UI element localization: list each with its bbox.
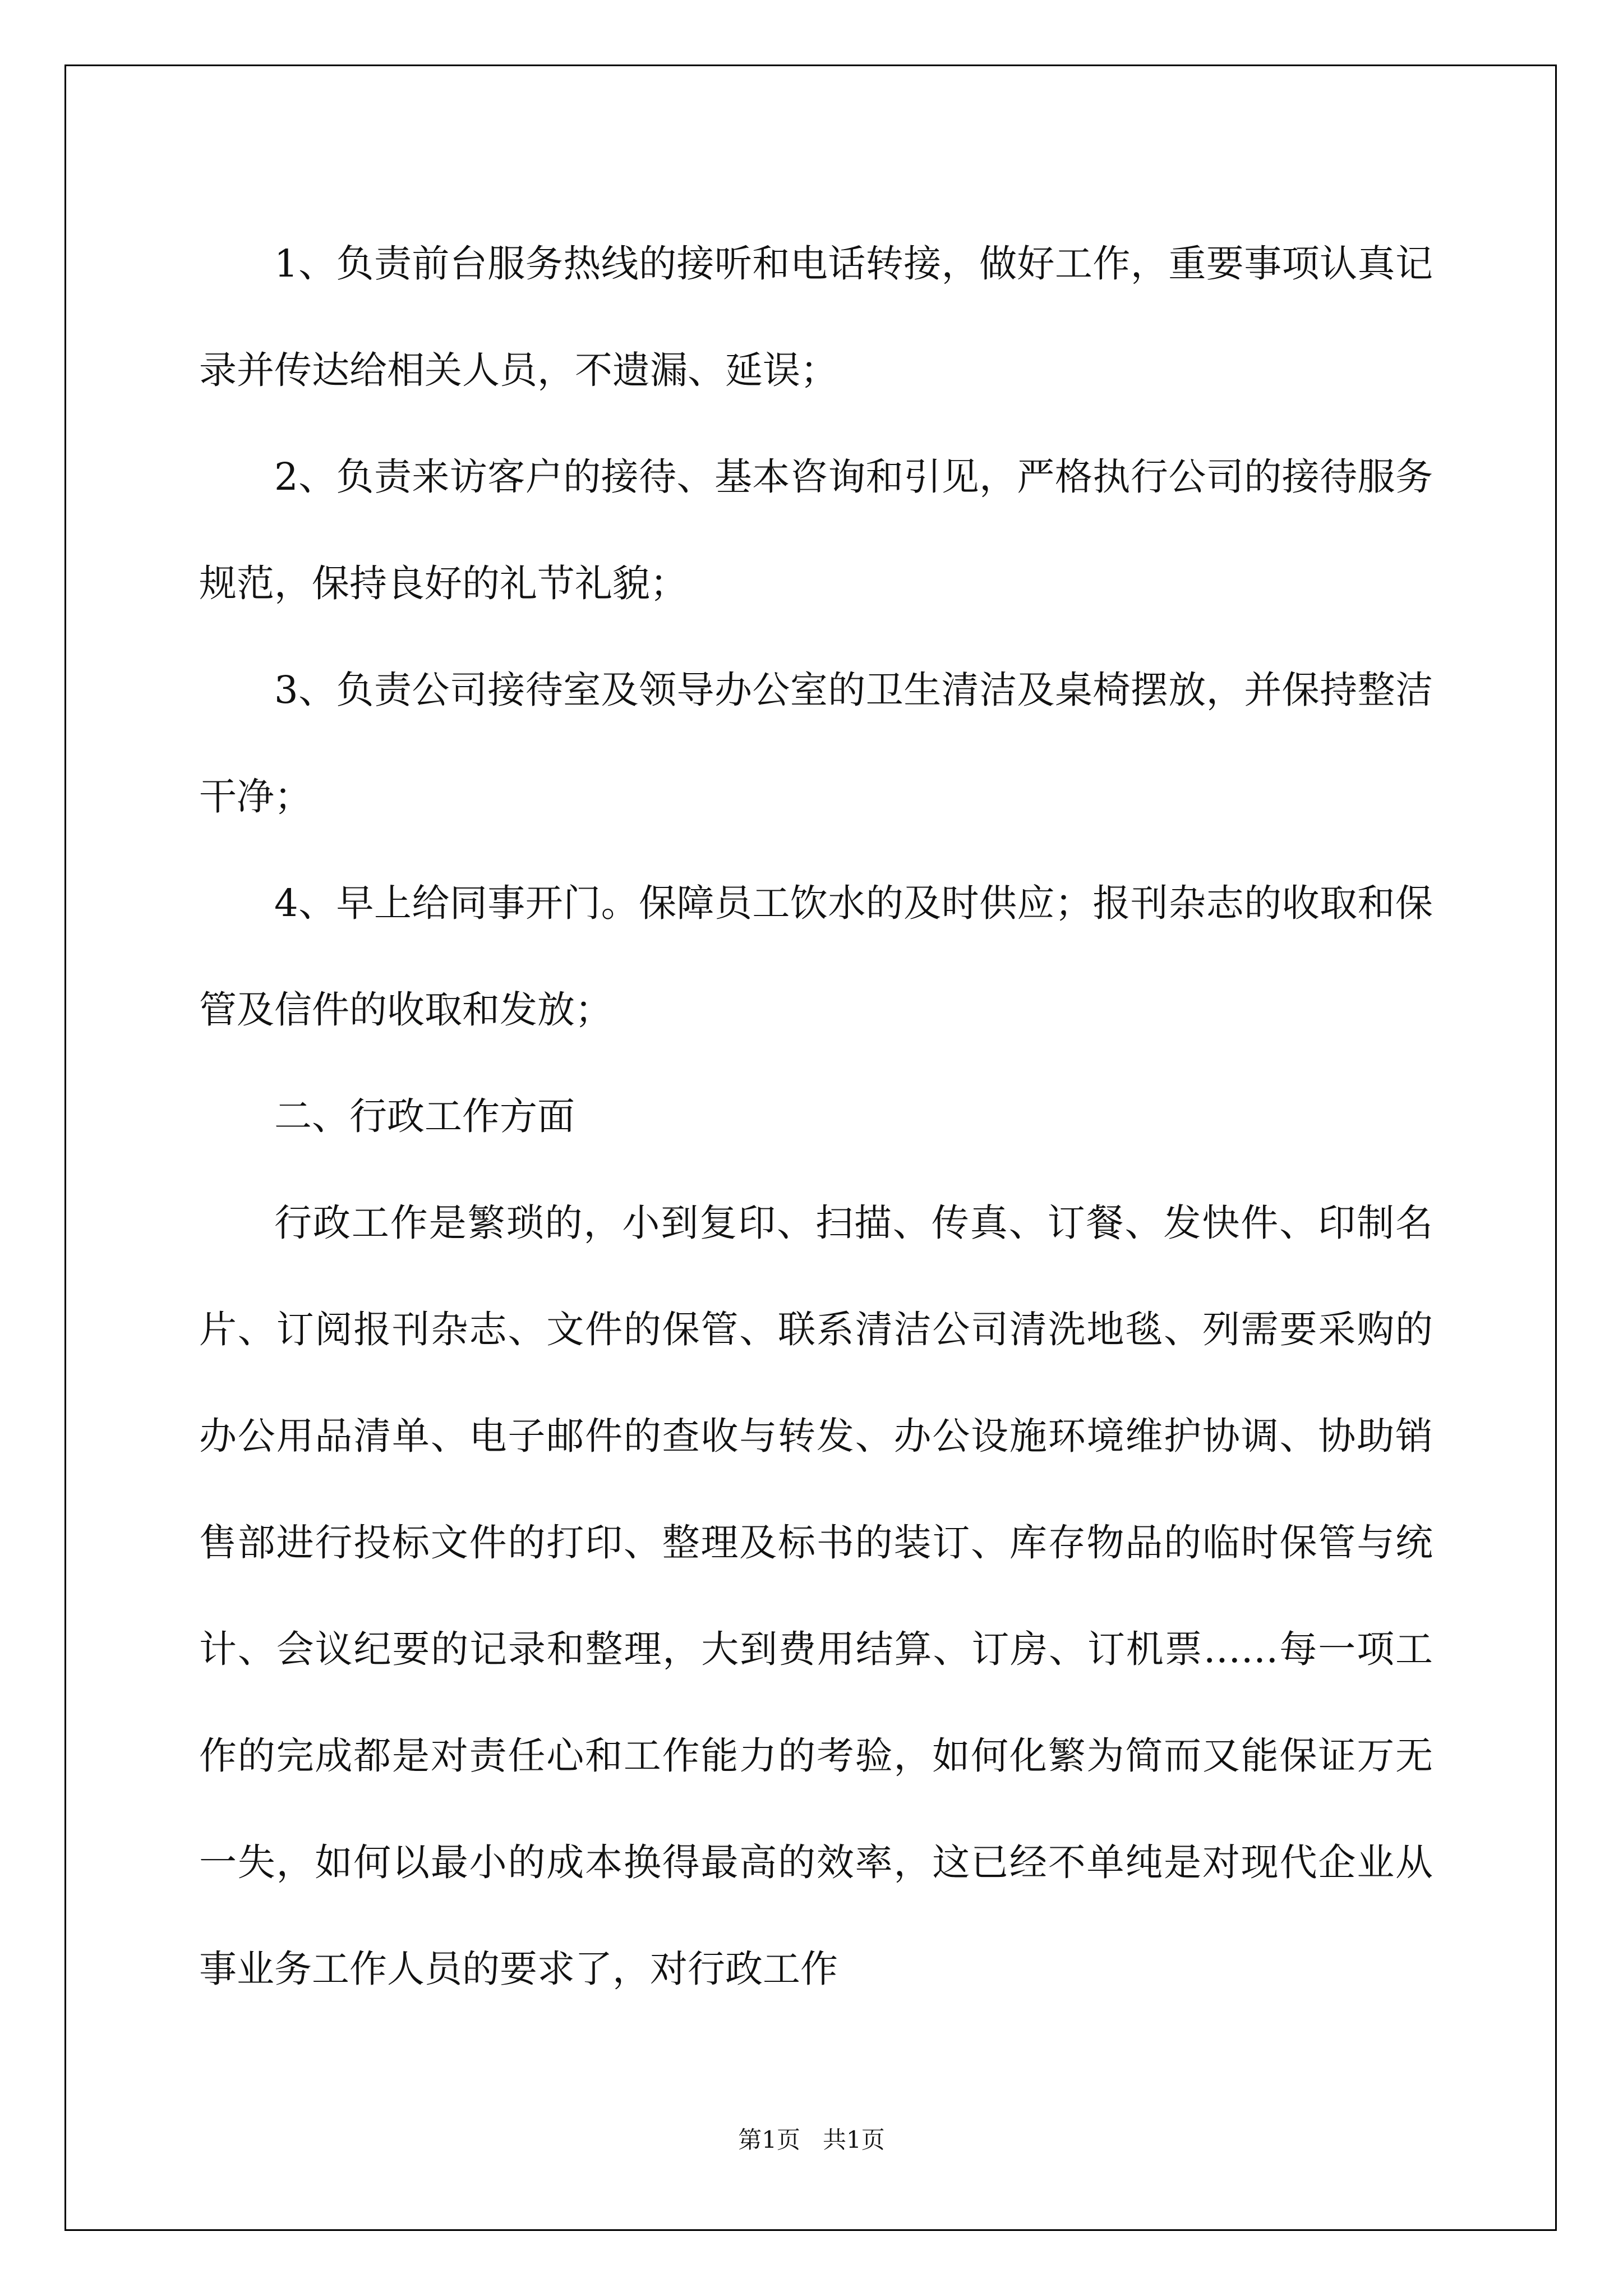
paragraph-4: 4、早上给同事开门。保障员工饮水的及时供应；报刊杂志的收取和保管及信件的收取和发放； [199, 881, 1433, 1032]
document-body [199, 210, 1433, 2022]
page-number: 第1页 [738, 2126, 800, 2154]
paragraph-1: 1、负责前台服务热线的接听和电话转接，做好工作，重要事项认真记录并传达给相关人员，不遗漏、延误； [199, 242, 1433, 392]
page-footer [0, 2122, 1623, 2155]
paragraph-administration: 行政工作是繁琐的，小到复印、扫描、传真、订餐、发快件、印制名片、订阅报刊杂志、文件的保管、联系清洁公司清洗地毯、列需要采购的办公用品清单、电子邮件的查收与转发、办公设施环境维护协调、协助销售部进行投标文件的打印、整理及标书的装订、库存物品的临时保管与统计、会议纪要的记录和整理，大到费用结算、订房、订机票……每一项工作的完成都是对责任心和工作能力的考验，如何化繁为简而又能保证万无一失，如何以最小的成本换得最高的效率，这已经不单纯是对现代企业从事业务工作人员的要求了，对行政工作 [199, 1201, 1433, 1991]
page-total: 共1页 [823, 2126, 885, 2154]
paragraph-2: 2、负责来访客户的接待、基本咨询和引见，严格执行公司的接待服务规范，保持良好的礼节礼貌； [199, 455, 1433, 605]
section-heading-administration: 二、行政工作方面 [274, 1094, 575, 1138]
paragraph-3: 3、负责公司接待室及领导办公室的卫生清洁及桌椅摆放，并保持整洁干净； [199, 668, 1433, 818]
